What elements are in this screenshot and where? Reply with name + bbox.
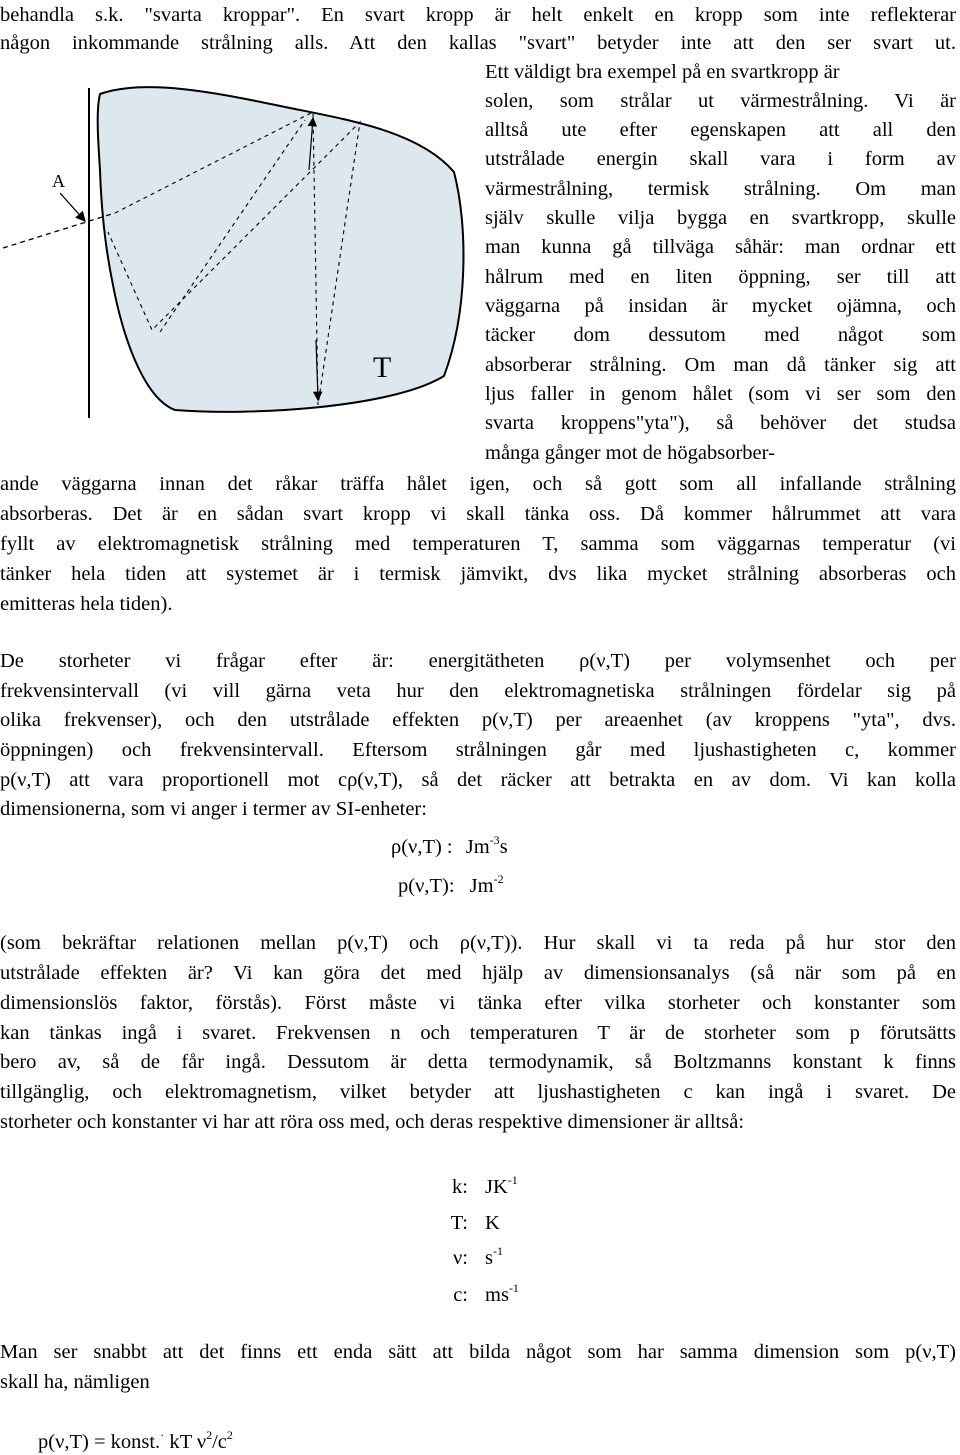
- text-line: De storheter vi frågar efter är: energitätheten ρ(ν,T) per volymsenhet och per: [0, 650, 956, 672]
- text-line: olika frekvenser), och den utstrålade effekten p(ν,T) per areaenhet (av kroppens "yta", dvs.: [0, 709, 956, 731]
- text-line: svarta kroppens"yta"), så behöver det studsa: [485, 412, 956, 434]
- dimension-unit: K: [485, 1212, 500, 1234]
- text-line: behandla s.k. "svarta kroppar". En svart kropp är helt enkelt en kropp som inte reflekterar: [0, 4, 956, 26]
- label-a-pointer: [60, 193, 85, 221]
- p-dimension-row: [398, 873, 504, 899]
- text-line: emitteras hela tiden).: [0, 593, 173, 615]
- final-equation: [38, 1429, 233, 1455]
- rho-label: ρ(ν,T) :: [391, 836, 453, 858]
- text-line: någon inkommande strålning alls. Att den kallas "svart" betyder inte att den ser svart ut.: [0, 32, 956, 54]
- text-line: hålrum med en liten öppning, ser till att: [485, 266, 956, 288]
- incident-ray: [3, 213, 115, 248]
- text-line: frekvensintervall (vi vill gärna veta hur den elektromagnetiska strålningen fördelar sig på: [0, 680, 956, 702]
- text-line: utstrålade energin skall vara i form av: [485, 148, 956, 170]
- dimension-symbol: ν:: [453, 1247, 468, 1269]
- text-line: tänker hela tiden att systemet är i termisk jämvikt, dvs lika mycket strålning absorberas och: [0, 563, 956, 585]
- final-equation-lhs: p(ν,T) = konst.: [38, 1431, 161, 1453]
- label-a: A: [52, 171, 65, 191]
- text-line: fyllt av elektromagnetisk strålning med temperaturen T, samma som väggarnas temperatur (vi: [0, 533, 956, 555]
- text-line: skall ha, nämligen: [0, 1371, 150, 1393]
- text-line: själv skulle vilja bygga en svartkropp, skulle: [485, 207, 956, 229]
- text-line: täcker dom dessutom med något som: [485, 324, 956, 346]
- final-equation-mid: kT ν: [164, 1431, 207, 1453]
- text-line: värmestrålning, termisk strålning. Om man: [485, 178, 956, 200]
- text-line: (som bekräftar relationen mellan p(ν,T) och ρ(ν,T)). Hur skall vi ta reda på hur stor den: [0, 932, 956, 954]
- text-line: dimensionerna, som vi anger i termer av SI-enheter:: [0, 798, 427, 820]
- text-line: absorberas. Det är en sådan svart kropp vi skall tänka oss. Då kommer hålrummet att vara: [0, 503, 956, 525]
- text-line: storheter och konstanter vi har att röra oss med, och deras respektive dimensioner är alltså:: [0, 1111, 745, 1133]
- rho-unit-tail: s: [499, 836, 508, 858]
- c-exponent: 2: [226, 1428, 233, 1442]
- final-equation-denominator: /c: [212, 1431, 227, 1453]
- text-line: p(ν,T) att vara proportionell mot cρ(ν,T), så det räcker att betrakta en av dom. Vi kan kolla: [0, 769, 956, 791]
- dimension-symbol: k:: [452, 1176, 468, 1198]
- text-line: solen, som strålar ut värmestrålning. Vi är: [485, 90, 956, 112]
- nu-exponent: 2: [206, 1428, 213, 1442]
- p-unit: Jm: [469, 875, 494, 897]
- text-line: väggarna på insidan är mycket ojämna, och: [485, 295, 956, 317]
- dimension-unit: $s^{-1}$: [485, 1244, 503, 1269]
- text-line: många gånger mot de högabsorber-: [485, 442, 775, 464]
- rho-exponent: -3: [489, 833, 500, 847]
- text-line: utstrålade effekten är? Vi kan göra det med hjälp av dimensionsanalys (så när som på en: [0, 962, 956, 984]
- text-line: alltså ute efter egenskapen att all den: [485, 119, 956, 141]
- rho-unit: Jm: [465, 836, 490, 858]
- dimension-unit: $ms^{-1}$: [485, 1281, 519, 1306]
- p-label: p(ν,T):: [398, 875, 455, 897]
- text-line: kan tänkas ingå i svaret. Frekvensen n och temperaturen T är de storheter som p förutsätts: [0, 1022, 956, 1044]
- rho-dimension-row: [391, 834, 508, 860]
- text-line: bero av, så de får ingå. Dessutom är detta termodynamik, så Boltzmanns konstant k finns: [0, 1051, 956, 1073]
- dimension-symbol: T:: [450, 1212, 468, 1234]
- text-line: dimensionslös faktor, förstås). Först måste vi tänka efter vilka storheter och konstanter som: [0, 992, 956, 1014]
- dimension-unit: $JK^{-1}$: [485, 1173, 518, 1198]
- text-line: öppningen) och frekvensintervall. Eftersom strålningen går med ljushastigheten c, kommer: [0, 739, 956, 761]
- text-line: tillgänglig, och elektromagnetism, vilket betyder att ljushastigheten c kan ingå i svaret. De: [0, 1081, 956, 1103]
- text-line: ande väggarna innan det råkar träffa hålet igen, och så gott som all infallande strålning: [0, 473, 956, 495]
- text-line: absorberar strålning. Om man då tänker sig att: [485, 354, 956, 376]
- dimension-symbol: c:: [453, 1284, 468, 1306]
- text-line: Man ser snabbt att det finns ett enda sätt att bilda något som har samma dimension som p(ν,T): [0, 1341, 956, 1363]
- text-line: man kunna gå tillväga såhär: man ordnar ett: [485, 236, 956, 258]
- multiplication-dot: ·: [160, 1428, 165, 1442]
- text-line: Ett väldigt bra exempel på en svartkropp är: [485, 61, 840, 83]
- cavity-outline: [98, 87, 464, 412]
- cavity-figure: [0, 80, 470, 420]
- p-exponent: -2: [493, 872, 504, 886]
- text-line: ljus faller in genom hålet (som vi ser som den: [485, 383, 956, 405]
- label-t: T: [373, 351, 392, 384]
